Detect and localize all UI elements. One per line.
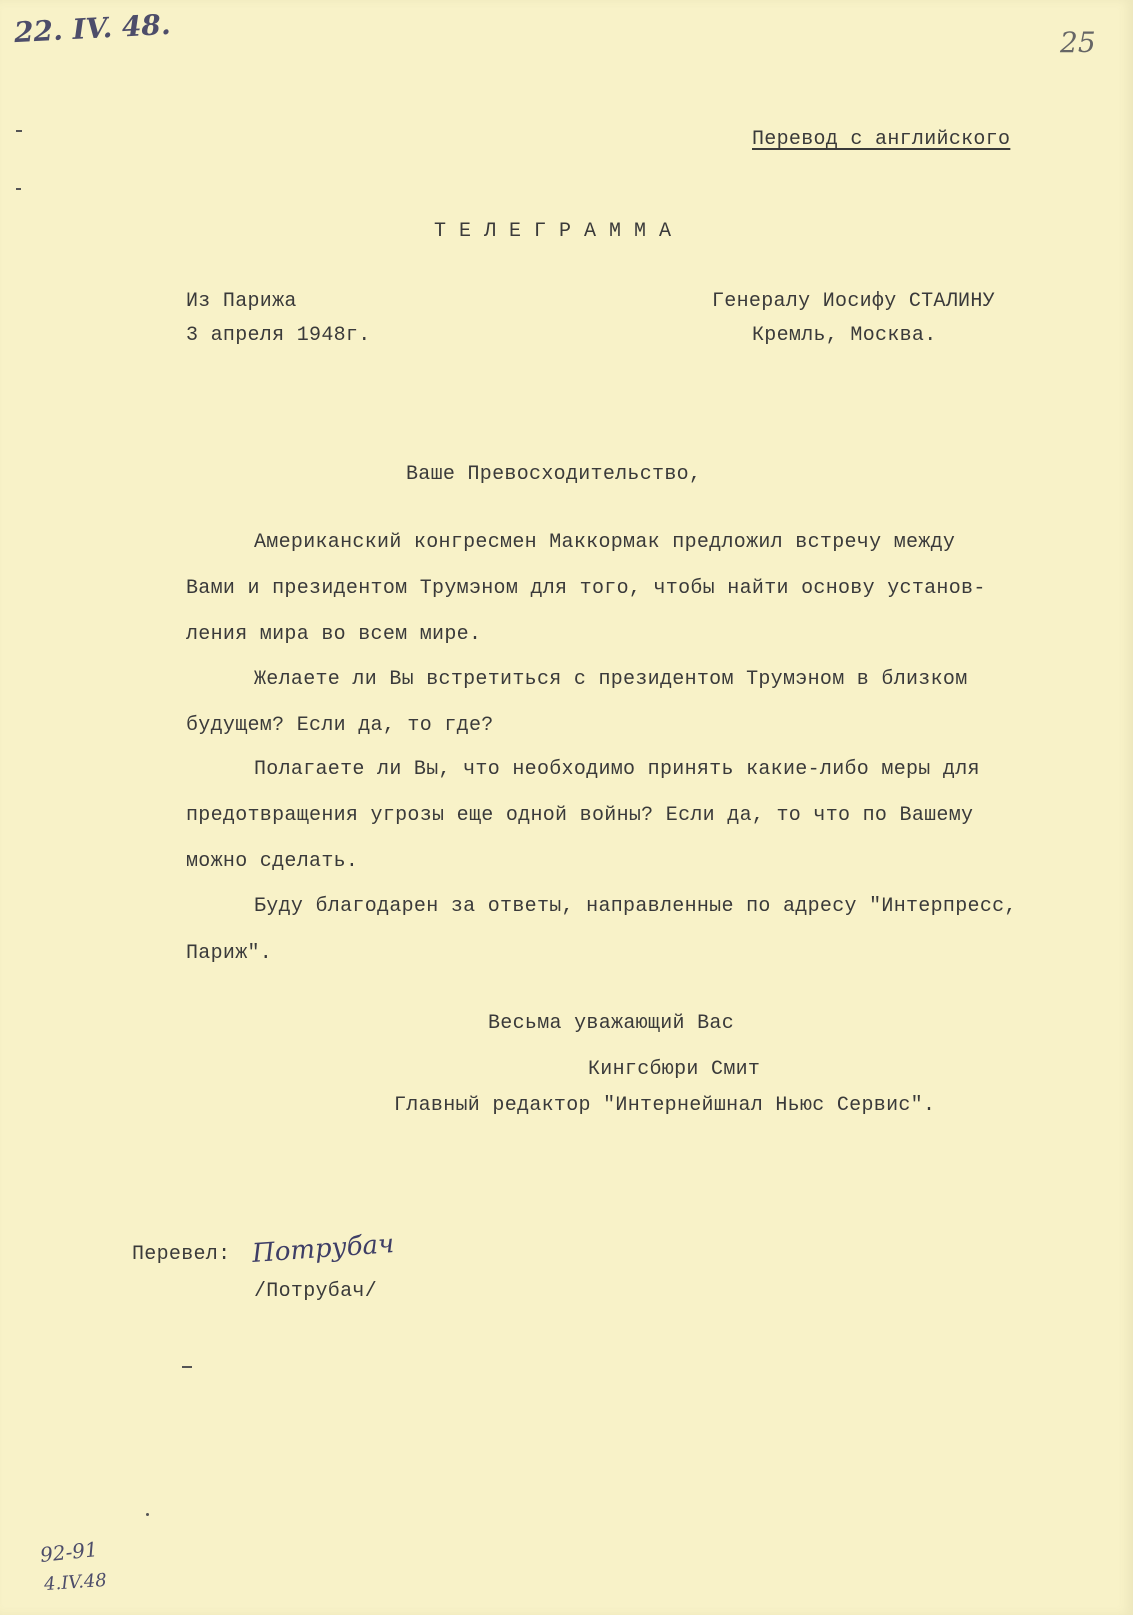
- sender-city: Из Парижа: [186, 290, 297, 313]
- handwritten-date: 22. IV. 48.: [13, 7, 172, 50]
- body-line: Буду благодарен за ответы, направленные по адресу "Интерпресс,: [254, 895, 1017, 918]
- page-edge: [1133, 0, 1146, 1615]
- sender-date: 3 апреля 1948г.: [186, 324, 371, 347]
- body-line: можно сделать.: [186, 850, 359, 873]
- signer-name: Кингсбюри Смит: [588, 1058, 761, 1081]
- margin-mark: [16, 130, 22, 132]
- translation-note: Перевод с английского: [752, 128, 1011, 151]
- handwritten-note: 4.IV.48: [43, 1569, 108, 1596]
- body-line: Полагаете ли Вы, что необходимо принять какие-либо меры для: [254, 758, 980, 781]
- body-line: Американский конгресмен Маккормак предложил встречу между: [254, 531, 956, 554]
- body-line: Вами и президентом Трумэном для того, чтобы найти основу установ-: [186, 577, 986, 600]
- stray-mark: [182, 1366, 192, 1368]
- translator-name: /Потрубач/: [254, 1280, 378, 1303]
- recipient-address: Кремль, Москва.: [752, 324, 937, 347]
- handwritten-signature: Потрубач: [251, 1229, 396, 1269]
- stray-mark: [146, 1513, 149, 1516]
- translator-label: Перевел:: [132, 1243, 231, 1266]
- recipient-name: Генералу Иосифу СТАЛИНУ: [712, 290, 995, 313]
- page-number: 25: [1060, 26, 1096, 59]
- margin-mark: [16, 188, 21, 190]
- body-line: Желаете ли Вы встретиться с президентом Трумэном в близком: [254, 668, 968, 691]
- body-line: будущем? Если да, то где?: [186, 714, 494, 737]
- signer-title: Главный редактор "Интернейшнал Ньюс Сервис".: [394, 1094, 936, 1117]
- document-title: ТЕЛЕГРАММА: [434, 220, 685, 243]
- body-line: предотвращения угрозы еще одной войны? Если да, то что по Вашему: [186, 804, 974, 827]
- handwritten-note: 92-91: [38, 1537, 99, 1567]
- body-line: ления мира во всем мире.: [186, 623, 482, 646]
- body-line: Париж".: [186, 942, 273, 965]
- closing-line: Весьма уважающий Вас: [488, 1012, 735, 1035]
- salutation: Ваше Превосходительство,: [406, 463, 702, 486]
